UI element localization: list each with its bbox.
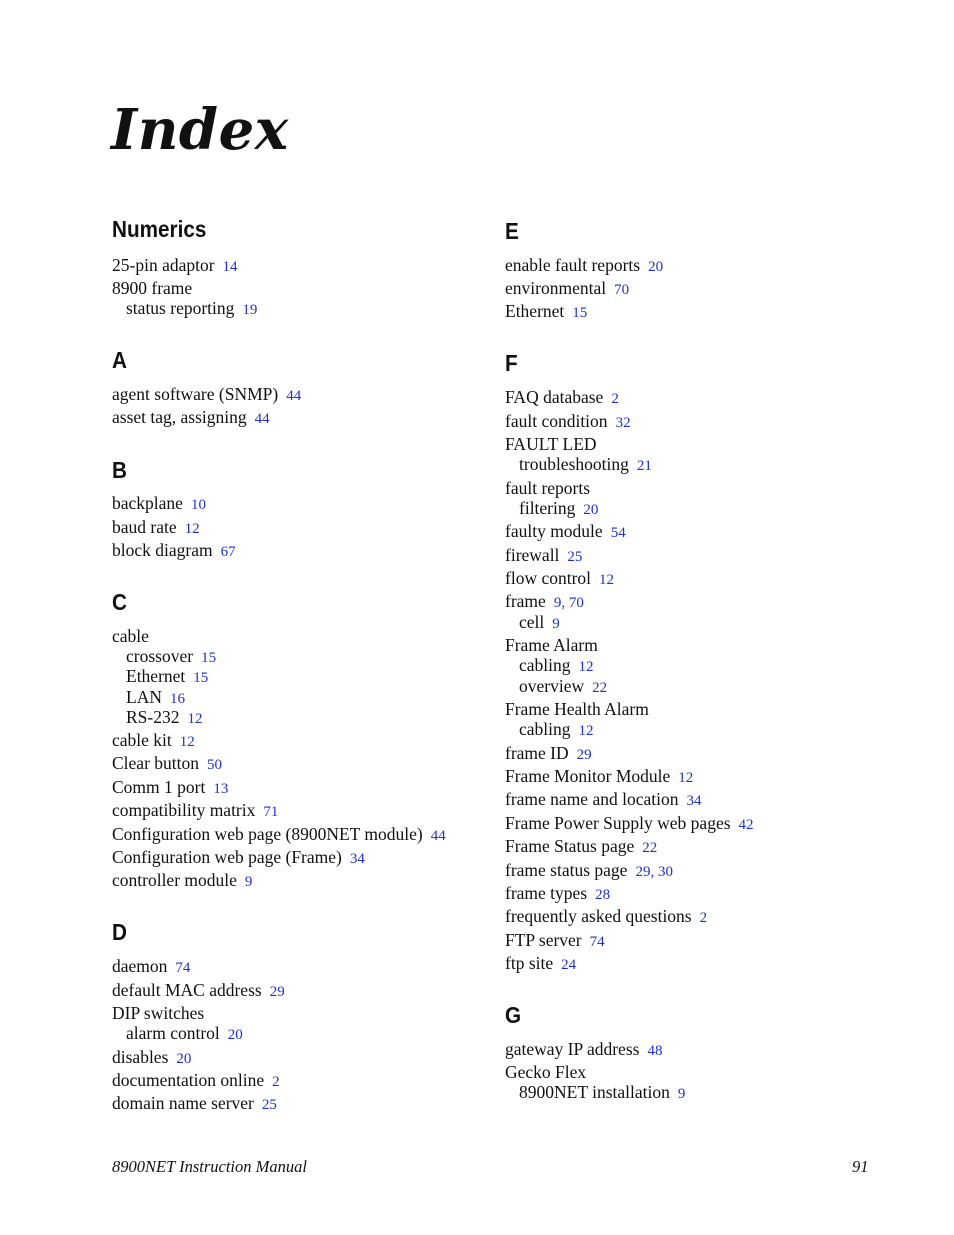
entry-term: cabling <box>519 719 571 739</box>
entry-term: FTP server <box>505 930 582 950</box>
entry-term: flow control <box>505 568 592 588</box>
section-heading-b: B <box>112 457 127 483</box>
index-entry <box>505 386 619 410</box>
page-link[interactable]: 2 <box>611 391 619 407</box>
page-link[interactable]: 20 <box>648 259 664 275</box>
entry-term: troubleshooting <box>519 454 629 474</box>
index-entry <box>112 729 195 753</box>
page-link[interactable]: 22 <box>592 680 608 696</box>
entry-term: filtering <box>519 498 576 518</box>
index-entry <box>112 846 365 870</box>
section-heading-e: E <box>505 218 519 244</box>
entry-term: Frame Monitor Module <box>505 766 671 786</box>
page-link[interactable]: 44 <box>430 828 446 844</box>
section-heading-d: D <box>112 919 127 945</box>
page-reference-group <box>583 502 598 518</box>
entry-term: alarm control <box>126 1023 220 1043</box>
page-reference-group <box>678 770 693 786</box>
entry-term: Frame Health Alarm <box>505 699 649 719</box>
footer-manual-title: 8900NET Instruction Manual <box>112 1157 307 1176</box>
page-reference-group <box>228 1027 243 1043</box>
page-reference-group <box>193 670 208 686</box>
entry-term: Ethernet <box>126 666 186 686</box>
page-reference-group <box>221 544 236 560</box>
entry-term: Frame Power Supply web pages <box>505 813 731 833</box>
page-reference-group <box>611 391 619 407</box>
entry-term: cabling <box>519 655 571 675</box>
page-link[interactable]: 48 <box>647 1043 663 1059</box>
index-entry <box>505 765 693 789</box>
index-entry <box>505 929 605 953</box>
page-link[interactable]: 42 <box>738 817 754 833</box>
page-link[interactable]: 70 <box>568 595 584 611</box>
index-entry <box>505 567 614 591</box>
entry-term: disables <box>112 1047 169 1067</box>
index-entry <box>112 254 238 278</box>
entry-term: Clear button <box>112 753 199 773</box>
section-heading-numerics: Numerics <box>112 216 207 242</box>
page-link[interactable]: 67 <box>220 544 236 560</box>
page-link[interactable]: 12 <box>187 711 203 727</box>
page-reference-group <box>686 793 701 809</box>
page-link[interactable]: 34 <box>686 793 702 809</box>
page-reference-group <box>561 957 576 973</box>
index-subentry <box>519 611 560 635</box>
page-reference-group <box>648 259 663 275</box>
index-entry <box>112 1002 204 1024</box>
index-entry <box>112 1069 280 1093</box>
entry-term: agent software (SNMP) <box>112 384 279 404</box>
index-entry <box>112 1092 277 1116</box>
entry-term: daemon <box>112 956 168 976</box>
page-link[interactable]: 12 <box>599 572 615 588</box>
entry-term: FAQ database <box>505 387 604 407</box>
index-entry <box>112 823 446 847</box>
page-link[interactable]: 9 <box>552 616 560 632</box>
page-title: Index <box>111 97 289 163</box>
index-entry <box>505 905 707 929</box>
page-reference-group <box>245 874 253 890</box>
section-heading-g: G <box>505 1002 522 1028</box>
index-subentry <box>126 297 257 321</box>
page-reference-group <box>554 595 584 611</box>
section-heading-a: A <box>112 347 127 373</box>
page-reference-group <box>180 734 195 750</box>
page-link[interactable]: 2 <box>699 910 708 926</box>
entry-term: firewall <box>505 545 560 565</box>
page-link[interactable]: 14 <box>222 259 238 275</box>
page-link[interactable]: 70 <box>614 282 630 298</box>
entry-term: environmental <box>505 278 607 298</box>
page-link[interactable]: 20 <box>176 1051 192 1067</box>
index-subentry <box>519 675 607 699</box>
index-entry <box>505 812 754 836</box>
page-reference-group <box>642 840 657 856</box>
entry-term: gateway IP address <box>505 1039 640 1059</box>
page-link[interactable]: 15 <box>201 650 217 666</box>
entry-term: RS-232 <box>126 707 180 727</box>
page-reference-group <box>579 659 594 675</box>
entry-term: asset tag, assigning <box>112 407 247 427</box>
index-entry <box>112 1046 191 1070</box>
entry-term: compatibility matrix <box>112 800 256 820</box>
page-reference-group <box>616 415 631 431</box>
page-reference-group <box>270 984 285 1000</box>
page-link[interactable]: 12 <box>179 734 195 750</box>
page-link[interactable]: 50 <box>207 757 222 773</box>
entry-term: cable kit <box>112 730 172 750</box>
section-heading-c: C <box>112 589 127 615</box>
page-link[interactable]: 9 <box>553 595 562 611</box>
index-entry <box>505 433 597 455</box>
index-entry <box>112 539 236 563</box>
page-link[interactable]: 28 <box>595 887 611 903</box>
page-reference-group <box>263 804 278 820</box>
page-reference-group <box>207 757 222 773</box>
entry-term: frame status page <box>505 860 628 880</box>
page-link[interactable]: 29 <box>269 984 285 1000</box>
index-entry <box>505 859 673 883</box>
index-entry <box>112 979 285 1003</box>
entry-term: crossover <box>126 646 194 666</box>
entry-term: enable fault reports <box>505 255 641 275</box>
page-reference-group <box>272 1074 280 1090</box>
page-link[interactable]: 24 <box>561 957 577 973</box>
page-link[interactable]: 9 <box>244 874 253 890</box>
index-entry <box>505 952 576 976</box>
index-entry <box>505 882 610 906</box>
index-entry <box>505 698 649 720</box>
page-reference-group <box>590 934 605 950</box>
index-entry <box>112 492 206 516</box>
page-reference-group <box>255 411 270 427</box>
entry-term: FAULT LED <box>505 434 597 454</box>
entry-term: backplane <box>112 493 183 513</box>
entry-term: Frame Alarm <box>505 635 598 655</box>
entry-term: 25-pin adaptor <box>112 255 215 275</box>
page-link[interactable]: 13 <box>213 781 229 797</box>
page-reference-group <box>185 521 200 537</box>
index-entry <box>112 383 301 407</box>
section-heading-f: F <box>505 350 518 376</box>
entry-term: DIP switches <box>112 1003 205 1023</box>
page-link[interactable]: 16 <box>169 691 185 707</box>
page-link[interactable]: 54 <box>610 525 626 541</box>
page-reference-group <box>700 910 708 926</box>
index-subentry <box>519 497 598 521</box>
page-link[interactable]: 25 <box>567 549 583 565</box>
entry-term: Ethernet <box>505 301 565 321</box>
page-link[interactable]: 12 <box>184 521 200 537</box>
page-separator: , <box>650 864 658 880</box>
entry-term: Configuration web page (8900NET module) <box>112 824 423 844</box>
index-subentry <box>126 1022 243 1046</box>
entry-term: cell <box>519 612 545 632</box>
page-reference-group <box>635 864 673 880</box>
page-reference-group <box>579 723 594 739</box>
page-link[interactable]: 22 <box>642 840 658 856</box>
entry-term: baud rate <box>112 517 177 537</box>
entry-term: Comm 1 port <box>112 777 206 797</box>
entry-term: frame name and location <box>505 789 679 809</box>
entry-term: fault reports <box>505 478 591 498</box>
index-entry <box>505 277 629 301</box>
entry-term: Configuration web page (Frame) <box>112 847 342 867</box>
page-link[interactable]: 12 <box>678 770 694 786</box>
page-reference-group <box>614 282 629 298</box>
page-reference-group <box>187 711 202 727</box>
index-entry <box>112 752 222 776</box>
entry-term: documentation online <box>112 1070 265 1090</box>
page-reference-group <box>611 525 626 541</box>
page-reference-group <box>678 1086 686 1102</box>
page-reference-group <box>567 549 582 565</box>
index-entry <box>505 410 631 434</box>
page-reference-group <box>223 259 238 275</box>
page-reference-group <box>572 305 587 321</box>
entry-term: status reporting <box>126 298 235 318</box>
entry-term: overview <box>519 676 585 696</box>
index-subentry <box>519 1081 685 1105</box>
page-link[interactable]: 71 <box>263 804 279 820</box>
index-entry <box>505 1061 586 1083</box>
page-link[interactable]: 19 <box>242 302 258 318</box>
index-subentry <box>519 453 652 477</box>
page-link[interactable]: 32 <box>615 415 631 431</box>
page-reference-group <box>552 616 560 632</box>
entry-term: frequently asked questions <box>505 906 692 926</box>
page-link[interactable]: 2 <box>272 1074 280 1090</box>
index-subentry <box>519 718 594 742</box>
index-entry <box>112 516 200 540</box>
page-link[interactable]: 29 <box>635 864 651 880</box>
page-link[interactable]: 44 <box>286 388 302 404</box>
index-entry <box>505 477 590 499</box>
page-reference-group <box>431 828 446 844</box>
entry-term: frame ID <box>505 743 569 763</box>
page-link[interactable]: 44 <box>254 411 270 427</box>
page-link[interactable]: 25 <box>261 1097 277 1113</box>
index-entry <box>112 625 149 647</box>
page-reference-group <box>637 458 652 474</box>
page-link[interactable]: 12 <box>578 659 594 675</box>
entry-term: Gecko Flex <box>505 1062 587 1082</box>
page-reference-group <box>577 747 592 763</box>
index-entry <box>112 277 192 299</box>
index-entry <box>505 544 582 568</box>
page-reference-group <box>599 572 614 588</box>
page-reference-group <box>286 388 301 404</box>
entry-term: frame types <box>505 883 588 903</box>
footer-page-number: 91 <box>852 1157 869 1176</box>
entry-term: faulty module <box>505 521 603 541</box>
page-reference-group <box>595 887 610 903</box>
page-reference-group <box>175 960 190 976</box>
index-entry <box>505 634 598 656</box>
entry-term: 8900 frame <box>112 278 193 298</box>
index-entry <box>112 869 252 893</box>
index-entry <box>112 776 228 800</box>
entry-term: block diagram <box>112 540 213 560</box>
index-entry <box>505 300 587 324</box>
page-reference-group <box>262 1097 277 1113</box>
entry-term: default MAC address <box>112 980 262 1000</box>
page-reference-group <box>170 691 185 707</box>
index-subentry <box>126 706 202 730</box>
index-entry <box>505 520 626 544</box>
page-link[interactable]: 30 <box>657 864 673 880</box>
page-link[interactable]: 15 <box>572 305 588 321</box>
page-reference-group <box>242 302 257 318</box>
index-entry <box>505 742 592 766</box>
index-entry <box>505 788 701 812</box>
entry-term: domain name server <box>112 1093 254 1113</box>
page-link[interactable]: 15 <box>193 670 209 686</box>
page-reference-group <box>176 1051 191 1067</box>
page-reference-group <box>201 650 216 666</box>
page-link[interactable]: 9 <box>677 1086 686 1102</box>
entry-term: LAN <box>126 687 162 707</box>
index-entry <box>505 1038 662 1062</box>
entry-term: ftp site <box>505 953 554 973</box>
entry-term: controller module <box>112 870 237 890</box>
page-reference-group <box>647 1043 662 1059</box>
page-reference-group <box>592 680 607 696</box>
page-link[interactable]: 12 <box>578 723 594 739</box>
entry-term: fault condition <box>505 411 608 431</box>
index-entry <box>112 955 190 979</box>
page-link[interactable]: 29 <box>576 747 592 763</box>
index-entry <box>112 799 278 823</box>
entry-term: cable <box>112 626 149 646</box>
page-reference-group <box>191 497 206 513</box>
index-entry <box>112 406 270 430</box>
page-reference-group <box>739 817 754 833</box>
entry-term: frame <box>505 591 546 611</box>
page-link[interactable]: 10 <box>190 497 206 513</box>
page-link[interactable]: 34 <box>349 851 365 867</box>
page-separator: , <box>561 595 569 611</box>
index-entry <box>505 835 657 859</box>
page-reference-group <box>350 851 365 867</box>
page-link[interactable]: 21 <box>636 458 652 474</box>
page-link[interactable]: 74 <box>175 960 191 976</box>
page-link[interactable]: 20 <box>227 1027 243 1043</box>
page-link[interactable]: 20 <box>583 502 599 518</box>
page-reference-group <box>213 781 228 797</box>
entry-term: 8900NET installation <box>519 1082 670 1102</box>
page-link[interactable]: 74 <box>589 934 605 950</box>
entry-term: Frame Status page <box>505 836 635 856</box>
index-entry <box>505 254 663 278</box>
